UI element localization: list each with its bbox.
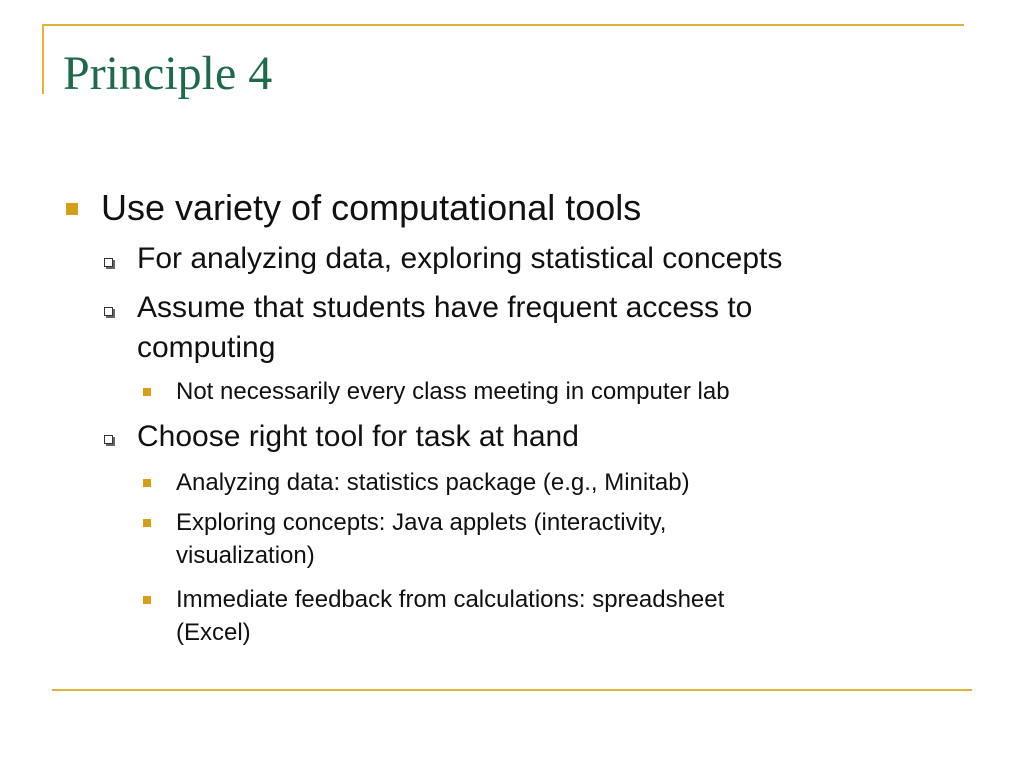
bullet-square-icon: [143, 519, 151, 527]
bullet-level3-line1: Exploring concepts: Java applets (interactivity,: [176, 509, 667, 536]
bullet-level2: For analyzing data, exploring statistical concepts: [137, 242, 783, 275]
bullet-square-icon: [66, 203, 78, 215]
bullet-level3-line2: (Excel): [176, 619, 251, 646]
hollow-square-bullet-icon: [104, 258, 113, 267]
hollow-square-bullet-icon: [104, 307, 113, 316]
slide-title: Principle 4: [63, 47, 273, 100]
bullet-level2-line2: computing: [137, 331, 276, 364]
bullet-level3: Analyzing data: statistics package (e.g., Minitab): [176, 469, 690, 496]
bullet-level3: Not necessarily every class meeting in computer lab: [176, 378, 730, 405]
bullet-level3-line2: visualization): [176, 542, 315, 569]
bullet-level2-line1: Assume that students have frequent access to: [137, 291, 753, 324]
bullet-level2: Choose right tool for task at hand: [137, 420, 579, 453]
bullet-level1: Use variety of computational tools: [101, 187, 642, 228]
bullet-square-icon: [143, 479, 151, 487]
top-rule: [42, 24, 964, 26]
left-rule: [42, 24, 44, 94]
hollow-square-bullet-icon: [104, 435, 113, 444]
bullet-square-icon: [143, 388, 151, 396]
bullet-square-icon: [143, 596, 151, 604]
bottom-rule: [52, 689, 972, 691]
bullet-level3-line1: Immediate feedback from calculations: spreadsheet: [176, 586, 725, 613]
